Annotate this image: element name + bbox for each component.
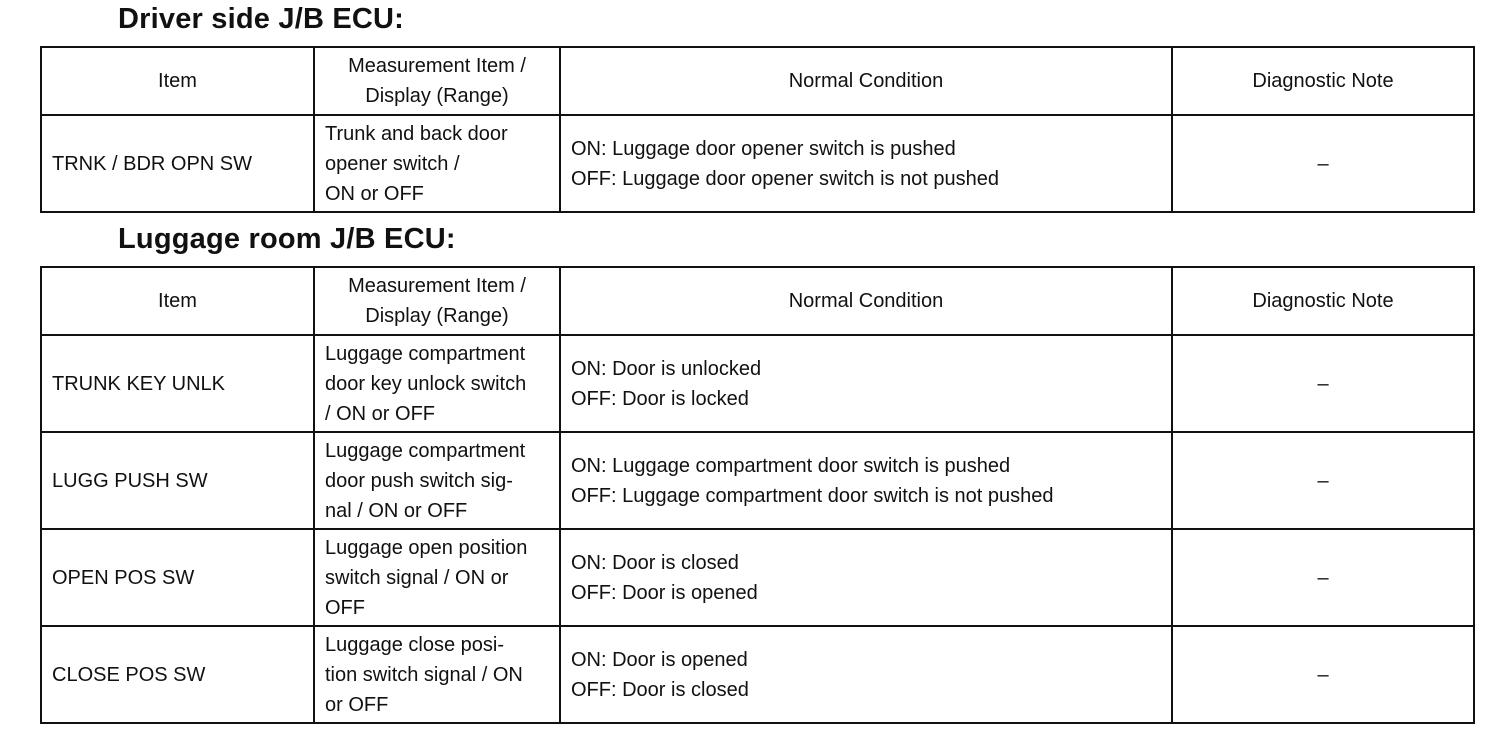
condition-off: OFF: Luggage compartment door switch is not pushed	[571, 484, 1054, 507]
measurement-line: tion switch signal / ON	[325, 663, 523, 686]
cell-item: CLOSE POS SW	[41, 626, 314, 723]
condition-on: ON: Door is closed	[571, 551, 739, 574]
header-measurement-line: Display (Range)	[365, 305, 509, 327]
condition-off: OFF: Door is locked	[571, 387, 749, 410]
measurement-line: Luggage compartment	[325, 439, 526, 462]
header-measurement-line: Display (Range)	[365, 85, 509, 107]
header-normal-condition: Normal Condition	[560, 267, 1172, 335]
cell-diagnostic-note: –	[1172, 115, 1474, 212]
measurement-line: Luggage open position	[325, 536, 528, 559]
header-measurement	[314, 267, 560, 335]
condition-on: ON: Luggage compartment door switch is pushed	[571, 454, 1011, 477]
cell-normal-condition	[560, 529, 1172, 626]
measurement-line: ON or OFF	[325, 182, 424, 205]
condition-on: ON: Door is opened	[571, 648, 748, 671]
condition-on: ON: Luggage door opener switch is pushed	[571, 137, 956, 160]
header-measurement-line: Measurement Item /	[348, 275, 526, 297]
header-diagnostic-note: Diagnostic Note	[1172, 267, 1474, 335]
measurement-line: Trunk and back door	[325, 122, 508, 145]
cell-normal-condition	[560, 626, 1172, 723]
cell-item: OPEN POS SW	[41, 529, 314, 626]
cell-diagnostic-note: –	[1172, 432, 1474, 529]
table-row	[41, 626, 1474, 723]
table-header-row	[41, 267, 1474, 335]
section-title-luggage-room: Luggage room J/B ECU:	[118, 223, 456, 255]
driver-side-table	[40, 46, 1475, 213]
section-title-driver-side: Driver side J/B ECU:	[118, 3, 405, 35]
condition-off: OFF: Luggage door opener switch is not pushed	[571, 167, 1000, 190]
cell-diagnostic-note: –	[1172, 335, 1474, 432]
table-row	[41, 335, 1474, 432]
cell-diagnostic-note: –	[1172, 626, 1474, 723]
table-row	[41, 529, 1474, 626]
cell-normal-condition	[560, 432, 1172, 529]
condition-off: OFF: Door is closed	[571, 678, 749, 701]
cell-normal-condition	[560, 335, 1172, 432]
header-item: Item	[41, 267, 314, 335]
measurement-line: Luggage close posi-	[325, 633, 505, 656]
table-row	[41, 432, 1474, 529]
measurement-line: door key unlock switch	[325, 372, 527, 395]
table-header-row	[41, 47, 1474, 115]
cell-item: TRNK / BDR OPN SW	[41, 115, 314, 212]
cell-measurement	[314, 626, 560, 723]
cell-item: LUGG PUSH SW	[41, 432, 314, 529]
header-measurement	[314, 47, 560, 115]
header-measurement-line: Measurement Item /	[348, 55, 526, 77]
header-item: Item	[41, 47, 314, 115]
cell-diagnostic-note: –	[1172, 529, 1474, 626]
table-row	[41, 115, 1474, 212]
cell-item: TRUNK KEY UNLK	[41, 335, 314, 432]
cell-measurement	[314, 335, 560, 432]
header-diagnostic-note: Diagnostic Note	[1172, 47, 1474, 115]
cell-measurement	[314, 432, 560, 529]
measurement-line: nal / ON or OFF	[325, 499, 468, 522]
cell-normal-condition	[560, 115, 1172, 212]
cell-measurement	[314, 529, 560, 626]
measurement-line: or OFF	[325, 693, 389, 716]
measurement-line: / ON or OFF	[325, 402, 435, 425]
measurement-line: door push switch sig-	[325, 469, 513, 492]
measurement-line: opener switch /	[325, 152, 460, 175]
condition-on: ON: Door is unlocked	[571, 357, 762, 380]
condition-off: OFF: Door is opened	[571, 581, 758, 604]
measurement-line: OFF	[325, 596, 365, 619]
header-normal-condition: Normal Condition	[560, 47, 1172, 115]
luggage-room-table	[40, 266, 1475, 724]
measurement-line: Luggage compartment	[325, 342, 526, 365]
measurement-line: switch signal / ON or	[325, 566, 509, 589]
cell-measurement	[314, 115, 560, 212]
